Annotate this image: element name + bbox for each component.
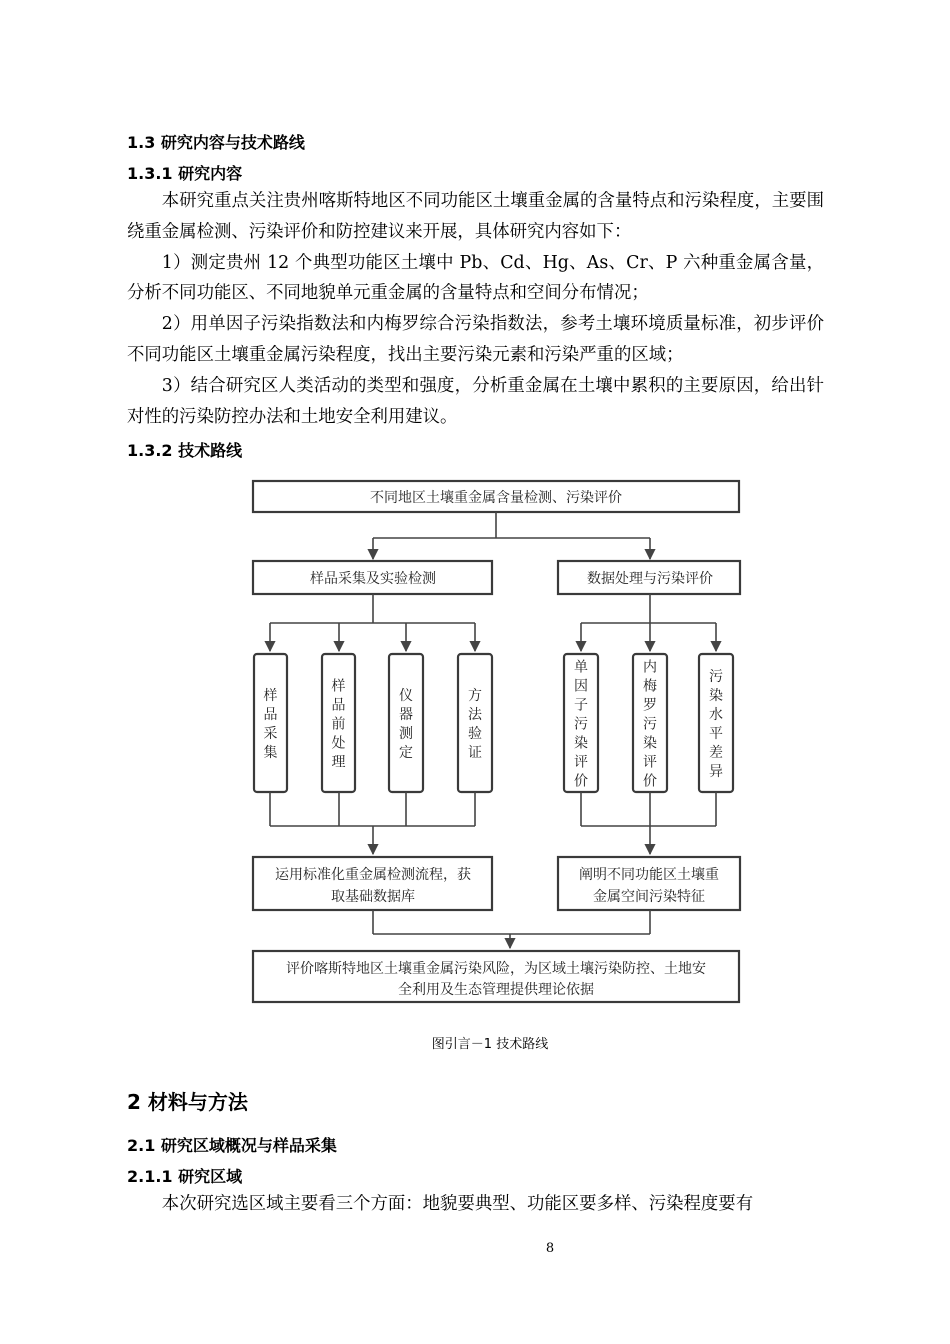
- top-box-label: 不同地区土壤重金属含量检测、污染评价: [370, 490, 622, 506]
- item-label-nemerow: [643, 659, 657, 790]
- item-label-char: 异: [709, 764, 723, 780]
- item-label-char: 品: [263, 707, 278, 723]
- item-label-char: 仪: [399, 688, 413, 704]
- item-box-instrument: [389, 654, 423, 792]
- item-label-char: 内: [643, 659, 657, 676]
- item-label-char: 证: [468, 745, 482, 761]
- item-label-char: 定: [399, 745, 413, 761]
- section-heading-2-1-1: 2.1.1 研究区域: [127, 1167, 243, 1186]
- item-label-char: 品: [331, 697, 346, 714]
- intro-paragraph: 本研究重点关注贵州喀斯特地区不同功能区土壤重金属的含量特点和污染程度，主要围绕重金属检测、污染评价和防控建议来开展，具体研究内容如下：: [127, 191, 824, 242]
- content-item-1: 1）测定贵州 12 个典型功能区土壤中 Pb、Cd、Hg、As、Cr、P 六种重金属含量，分析不同功能区、不同地貌单元重金属的含量特点和空间分布情况；: [127, 252, 824, 304]
- final-line-1: 评价喀斯特地区土壤重金属污染风险，为区域土壤污染防控、土地安: [286, 961, 706, 977]
- chapter-heading-2: 2 材料与方法: [127, 1090, 248, 1114]
- item-label-char: 样: [331, 678, 346, 695]
- item-label-char: 验: [468, 726, 482, 742]
- item-label-char: 评: [574, 754, 588, 771]
- study-area-paragraph: 本次研究选区域主要看三个方面：地貌要典型、功能区要多样、污染程度要有: [161, 1194, 754, 1214]
- left-result-line-1: 运用标准化重金属检测流程，获: [275, 867, 471, 883]
- item-label-char: 染: [709, 688, 723, 704]
- item-label-char: 评: [643, 754, 657, 771]
- item-label-char: 罗: [643, 697, 657, 714]
- figure-caption: 图引言－1 技术路线: [431, 1037, 549, 1052]
- left-header-label: 样品采集及实验检测: [310, 571, 436, 587]
- item-label-char: 染: [643, 735, 657, 752]
- item-label-char: 水: [709, 707, 723, 723]
- technical-route-flowchart: [240, 470, 750, 1010]
- content-item-3: 3）结合研究区人类活动的类型和强度，分析重金属在土壤中累积的主要原因，给出针对性的污染防控办法和土地安全利用建议。: [127, 375, 824, 427]
- item-label-char: 梅: [643, 678, 657, 695]
- item-label-char: 差: [709, 745, 723, 761]
- content-item-2: 2）用单因子污染指数法和内梅罗综合污染指数法，参考土壤环境质量标准，初步评价不同功能区土壤重金属污染程度，找出主要污染元素和污染严重的区域；: [127, 314, 824, 365]
- item-label-char: 采: [263, 726, 278, 742]
- item-label-char: 子: [574, 697, 588, 714]
- item-label-char: 污: [709, 669, 723, 685]
- item-label-char: 污: [643, 716, 657, 733]
- item-label-char: 集: [263, 745, 278, 761]
- item-label-char: 法: [468, 707, 482, 723]
- section-heading-2-1: 2.1 研究区域概况与样品采集: [127, 1136, 337, 1155]
- item-label-char: 污: [574, 716, 588, 733]
- item-label-char: 染: [574, 735, 588, 752]
- item-label-char: 价: [643, 773, 657, 790]
- item-label-single-factor: [574, 660, 588, 790]
- item-label-char: 前: [331, 716, 346, 733]
- study-area-body: [127, 1189, 824, 1220]
- section-heading-1-3: 1.3 研究内容与技术路线: [127, 133, 305, 152]
- left-result-line-2: 取基础数据库: [331, 889, 415, 905]
- final-line-2: 全利用及生态管理提供理论依据: [398, 982, 594, 998]
- item-label-char: 平: [709, 726, 723, 742]
- item-label-char: 样: [263, 688, 278, 704]
- item-label-char: 器: [399, 707, 413, 723]
- page-number: 8: [545, 1241, 555, 1256]
- section-heading-1-3-2: 1.3.2 技术路线: [127, 441, 243, 460]
- item-label-char: 理: [331, 754, 346, 771]
- research-content-body: [127, 186, 824, 432]
- section-heading-1-3-1: 1.3.1 研究内容: [127, 164, 243, 183]
- item-box-sample-collection: [254, 654, 287, 792]
- item-label-char: 方: [468, 688, 482, 704]
- right-result-line-2: 金属空间污染特征: [593, 889, 705, 905]
- item-label-char: 因: [574, 678, 588, 695]
- item-label-char: 价: [574, 773, 588, 790]
- item-box-method-validation: [458, 654, 492, 792]
- item-label-char: 单: [574, 659, 588, 676]
- right-header-label: 数据处理与污染评价: [587, 571, 713, 587]
- item-label-char: 处: [331, 735, 346, 752]
- right-result-line-1: 阐明不同功能区土壤重: [579, 867, 719, 883]
- item-label-char: 测: [399, 726, 413, 742]
- item-label-pretreatment: [332, 678, 346, 771]
